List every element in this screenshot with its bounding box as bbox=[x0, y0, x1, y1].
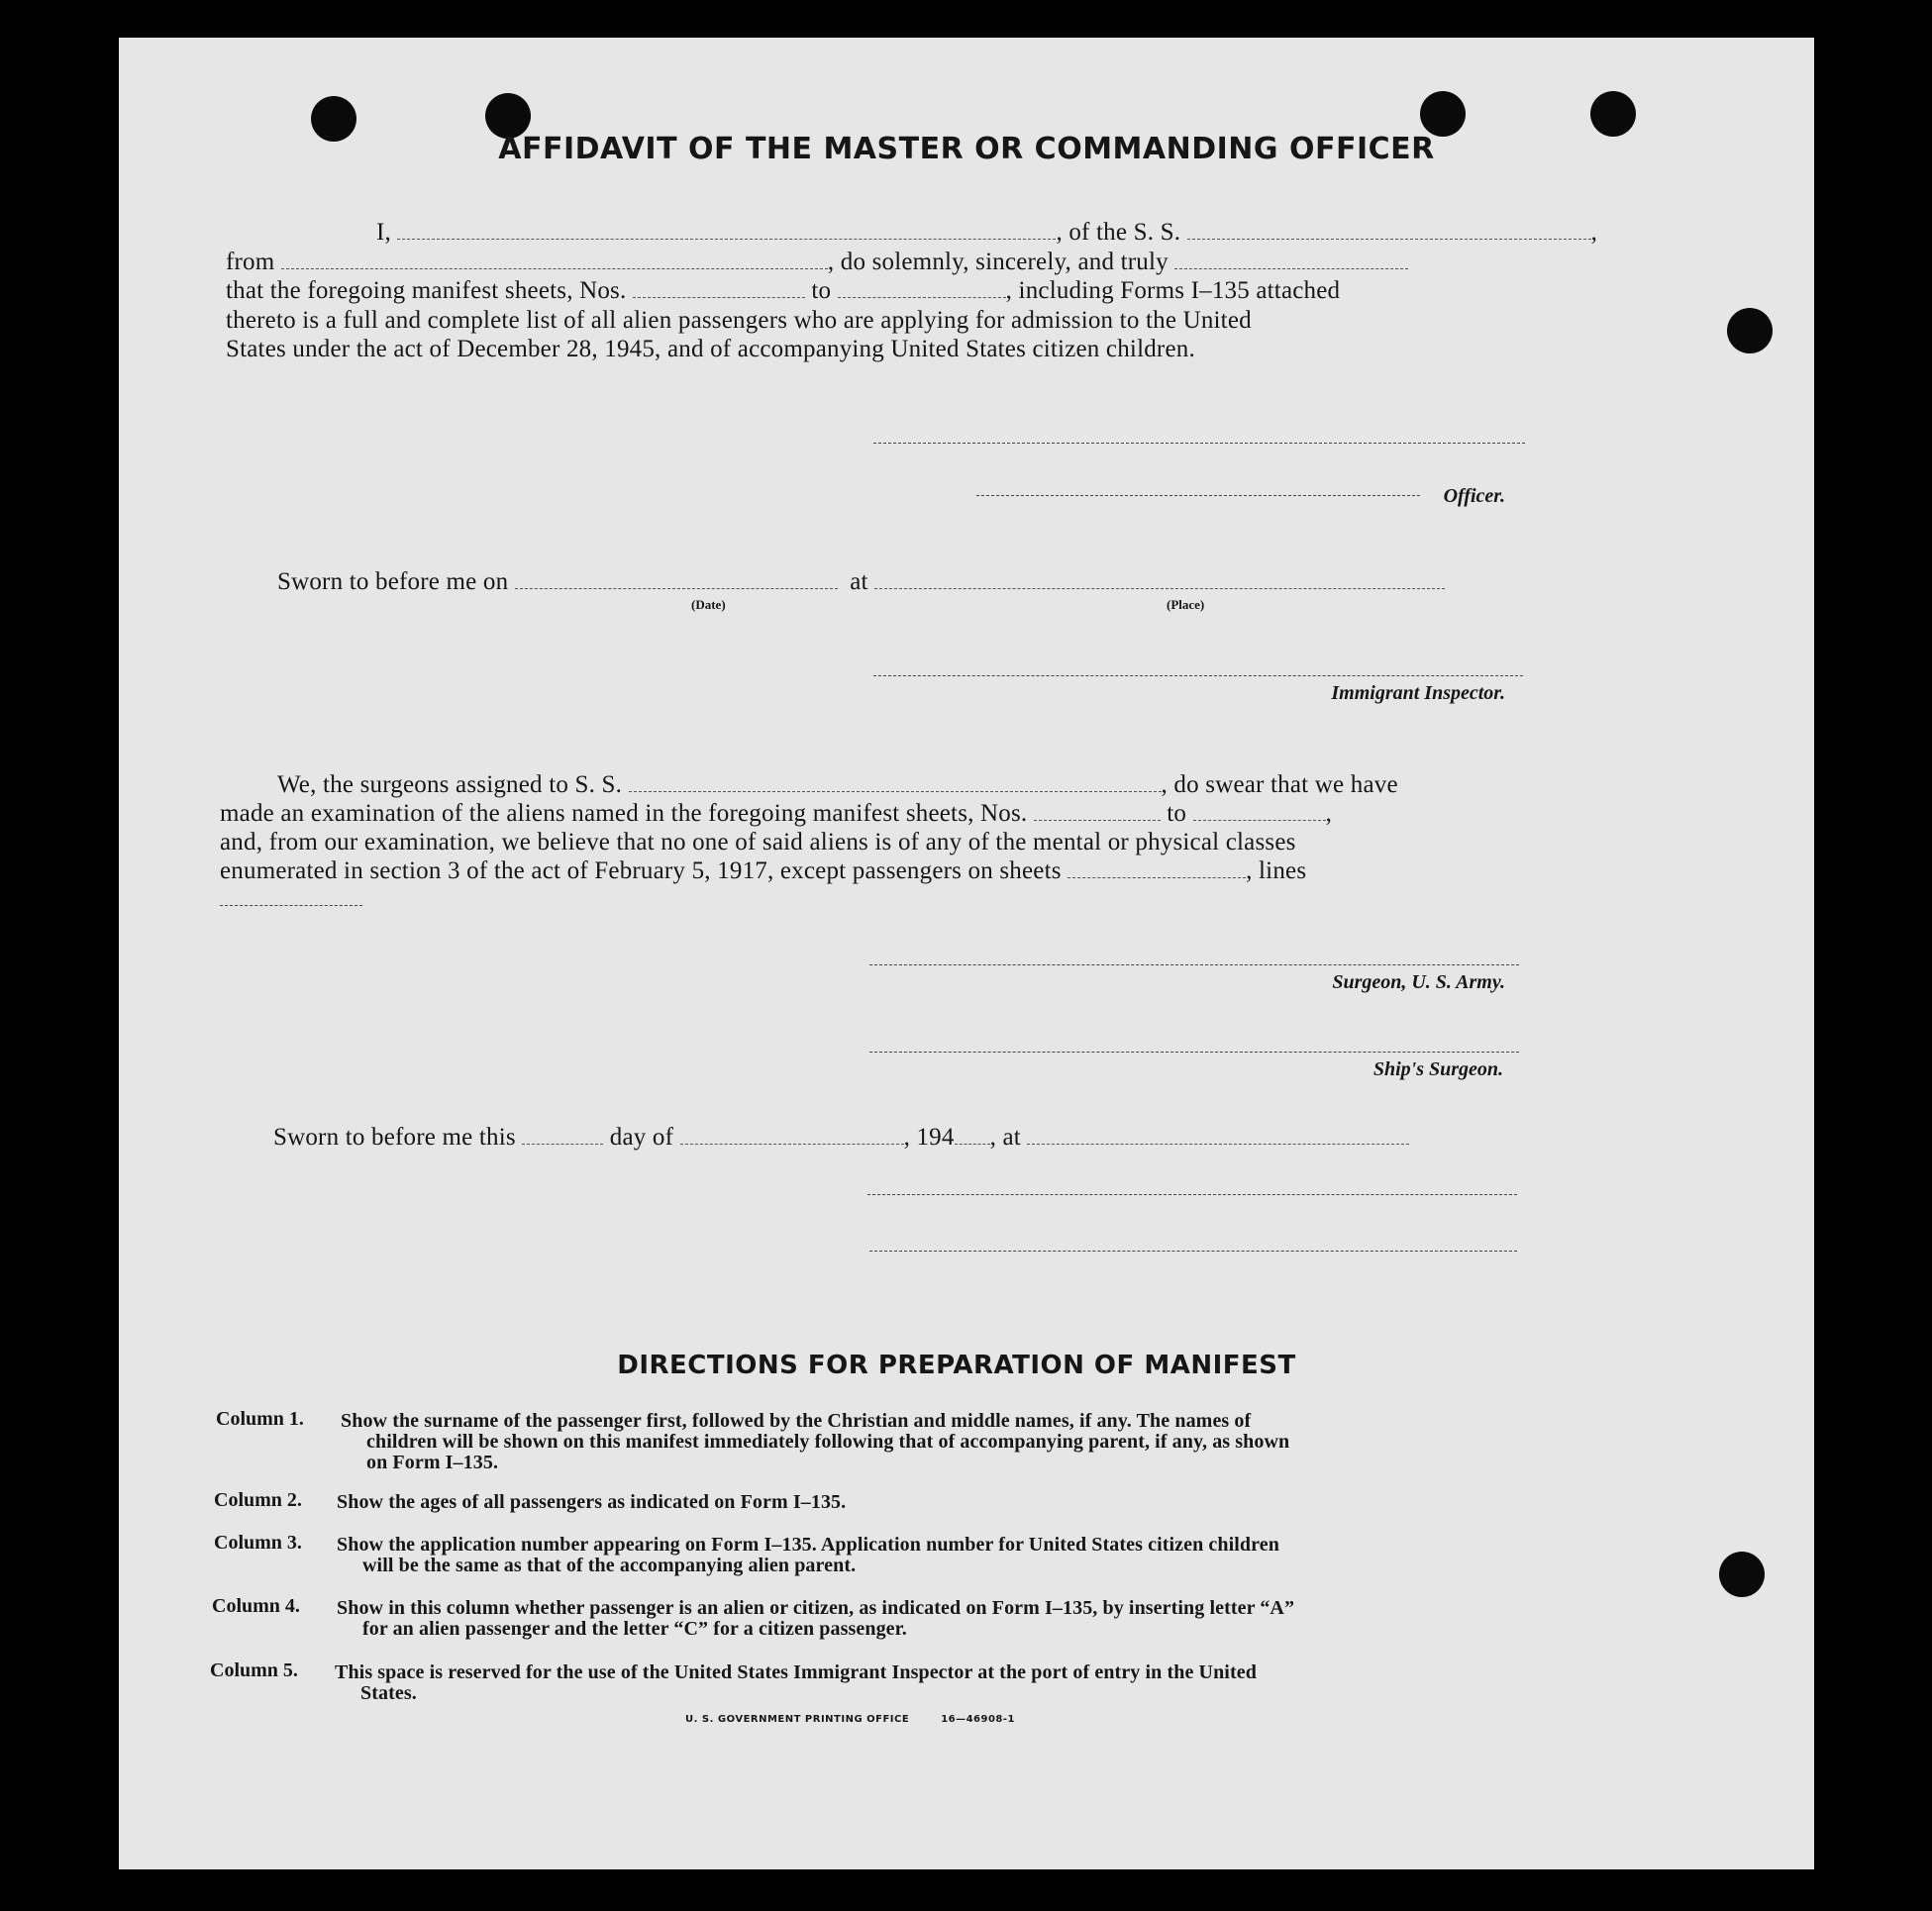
officer-label: Officer. bbox=[1443, 485, 1505, 507]
column-1-label: Column 1. bbox=[216, 1408, 304, 1430]
affidavit-line-3: that the foregoing manifest sheets, Nos. to , including Forms I–135 attached bbox=[226, 277, 1341, 304]
directions-title: DIRECTIONS FOR PREPARATION OF MANIFEST bbox=[617, 1351, 1296, 1380]
officer-signature-line bbox=[976, 495, 1420, 496]
lines-blank bbox=[220, 905, 362, 906]
sworn-date-line: Sworn to before me on at bbox=[277, 569, 1445, 594]
date-caption: (Date) bbox=[691, 597, 726, 612]
affidavit-line-1: I, , of the S. S. , bbox=[376, 219, 1598, 246]
affidavit-line-2: from , do solemnly, sincerely, and truly bbox=[226, 250, 1408, 274]
column-5-label: Column 5. bbox=[210, 1660, 298, 1681]
column-2-text: Show the ages of all passengers as indicated on Form I–135. bbox=[337, 1491, 847, 1513]
column-1-text: Show the surname of the passenger first, followed by the Christian and middle names, if any. The names of children will be shown on this manifest immediately following that of accompanying parent, if any, as shown on Form I–135. bbox=[341, 1410, 1290, 1473]
signature-line bbox=[873, 443, 1525, 444]
inspector-signature-line bbox=[873, 675, 1523, 676]
punch-hole bbox=[1727, 308, 1773, 353]
affidavit-line-5: States under the act of December 28, 1945, and of accompanying United States citizen children. bbox=[226, 336, 1195, 362]
column-4-label: Column 4. bbox=[212, 1595, 300, 1617]
surgeons-line-1: We, the surgeons assigned to S. S. , do swear that we have bbox=[277, 771, 1398, 798]
printing-office-footer: U. S. GOVERNMENT PRINTING OFFICE 16—46908-1 bbox=[685, 1714, 1016, 1725]
signature-line bbox=[867, 1194, 1517, 1195]
surgeons-line-4: enumerated in section 3 of the act of February 5, 1917, except passengers on sheets , lines bbox=[220, 857, 1307, 884]
signature-line bbox=[869, 1251, 1517, 1252]
column-3-text: Show the application number appearing on Form I–135. Application number for United States citizen children will be the same as that of the accompanying alien parent. bbox=[337, 1534, 1279, 1576]
army-surgeon-signature-line bbox=[869, 964, 1519, 965]
surgeons-line-3: and, from our examination, we believe that no one of said aliens is of any of the mental or physical classes bbox=[220, 829, 1296, 855]
ship-surgeon-signature-line bbox=[869, 1052, 1519, 1053]
sworn-day-line: Sworn to before me this day of , 194 , at bbox=[273, 1125, 1409, 1150]
form-page bbox=[119, 38, 1814, 1869]
place-caption: (Place) bbox=[1167, 597, 1205, 612]
affidavit-title: AFFIDAVIT OF THE MASTER OR COMMANDING OFFICER bbox=[498, 132, 1435, 166]
punch-hole bbox=[1719, 1552, 1765, 1597]
surgeons-line-2: made an examination of the aliens named in the foregoing manifest sheets, Nos. to , bbox=[220, 800, 1333, 827]
column-2-label: Column 2. bbox=[214, 1489, 302, 1511]
column-5-text: This space is reserved for the use of the United States Immigrant Inspector at the port of entry in the United States. bbox=[335, 1661, 1257, 1704]
inspector-label: Immigrant Inspector. bbox=[1331, 682, 1505, 704]
punch-hole bbox=[1590, 91, 1636, 137]
army-surgeon-label: Surgeon, U. S. Army. bbox=[1332, 971, 1505, 993]
column-3-label: Column 3. bbox=[214, 1532, 302, 1554]
affidavit-line-4: thereto is a full and complete list of all alien passengers who are applying for admission to the United bbox=[226, 307, 1252, 334]
column-4-text: Show in this column whether passenger is an alien or citizen, as indicated on Form I–135, by inserting letter “A” for an alien passenger and the letter “C” for a citizen passenger. bbox=[337, 1597, 1295, 1640]
punch-hole bbox=[1420, 91, 1466, 137]
ship-surgeon-label: Ship's Surgeon. bbox=[1373, 1058, 1503, 1080]
